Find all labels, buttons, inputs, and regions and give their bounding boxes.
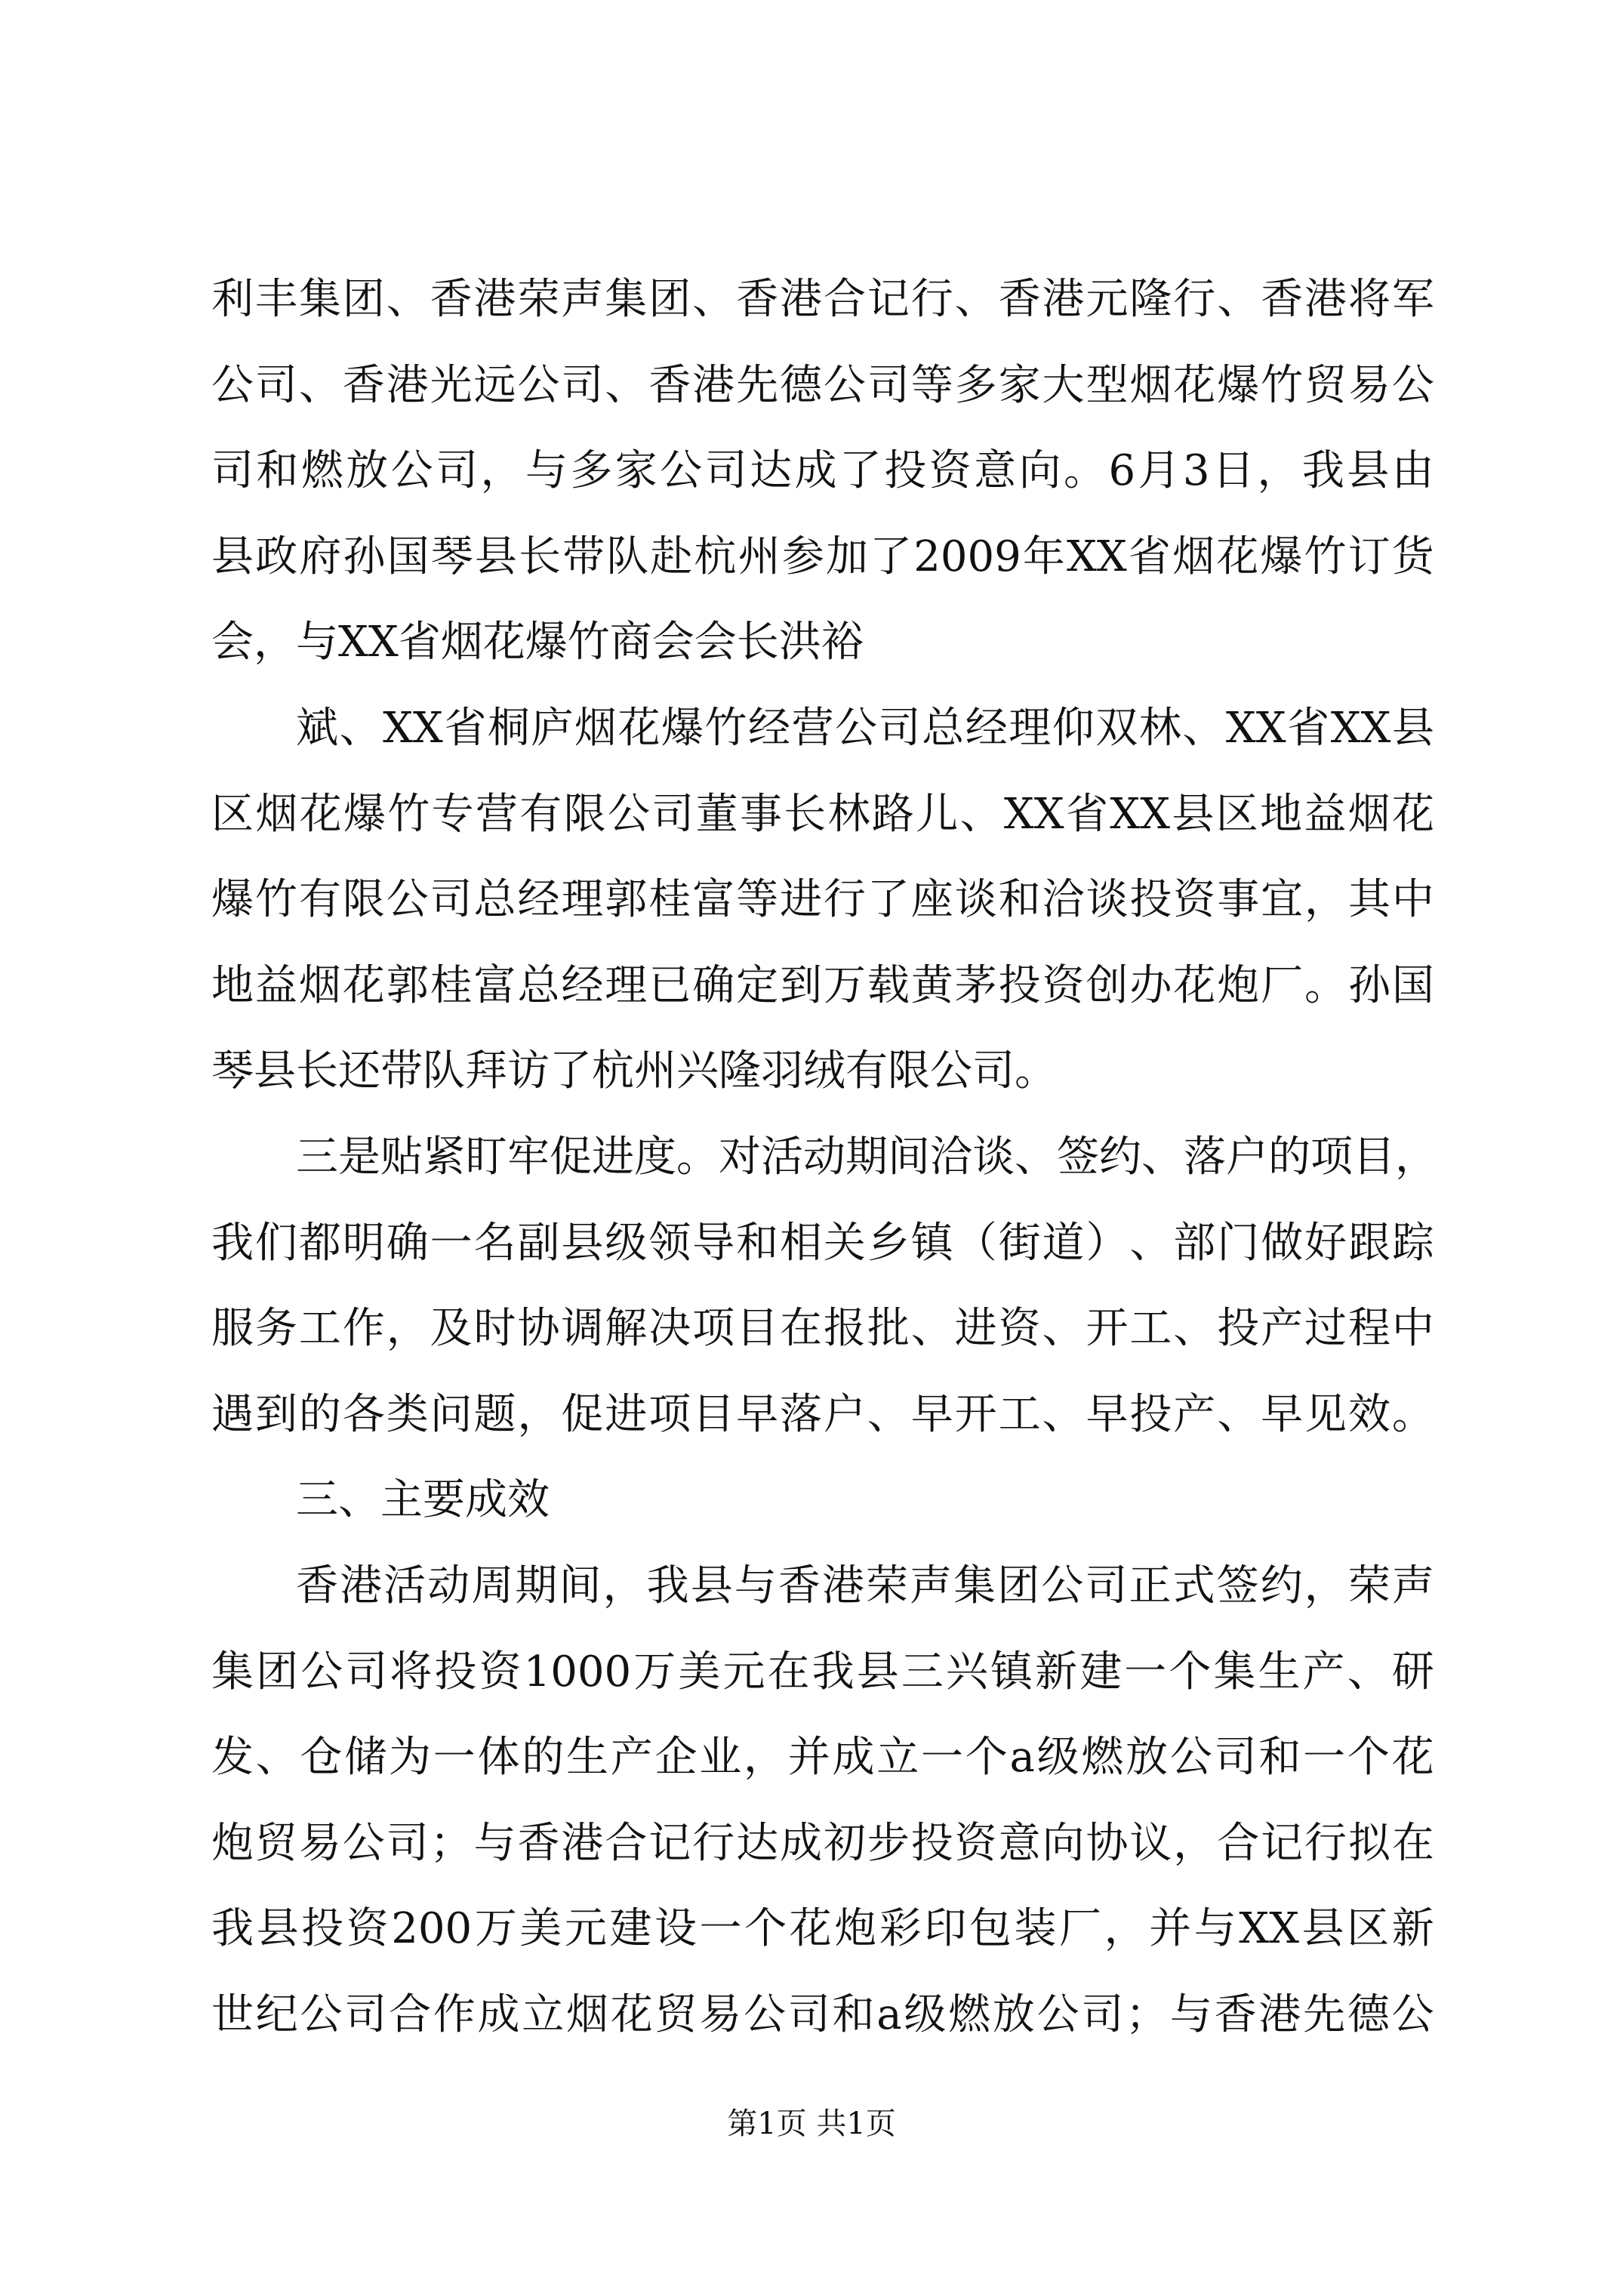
text-line: 三 是 贴 紧 盯 牢 促 进 度 。 对 活 动 期 间 洽 谈 、 签 约 、 落 户 的 项 目 ，	[296, 1132, 1437, 1182]
text-line: 遇 到 的 各 类 问 题 ， 促 进 项 目 早 落 户 、 早 开 工 、 早 投 产 、 早 见 效 。	[211, 1389, 1434, 1439]
document-body	[211, 257, 1437, 2057]
text-line: 司 和 燃 放 公 司 ， 与 多 家 公 司 达 成 了 投 资 意 向 。 6 月 3 日 ， 我 县 由	[211, 446, 1434, 496]
text-line: 服 务 工 作 ， 及 时 协 调 解 决 项 目 在 报 批 、 进 资 、 开 工 、 投 产 过 程 中	[211, 1304, 1434, 1354]
text-line: 斌 、 XX 省 桐 庐 烟 花 爆 竹 经 营 公 司 总 经 理 仰 双 林 、 XX 省 XX 县	[296, 703, 1434, 753]
text-line: 我 们 都 明 确 一 名 副 县 级 领 导 和 相 关 乡 镇 （ 街 道 ） 、 部 门 做 好 跟 踪	[211, 1218, 1434, 1268]
text-line: 我 县 投 资 200 万 美 元 建 设 一 个 花 炮 彩 印 包 装 厂 ， 并 与 XX 县 区 新	[211, 1904, 1434, 1954]
page-footer: 第1页 共1页	[727, 2106, 896, 2141]
text-line: 会，与XX省烟花爆竹商会会长洪裕	[211, 618, 864, 667]
text-line: 发 、 仓 储 为 一 体 的 生 产 企 业 ， 并 成 立 一 个 a 级 燃 放 公 司 和 一 个 花	[211, 1733, 1434, 1783]
text-line: 集 团 公 司 将 投 资 1000 万 美 元 在 我 县 三 兴 镇 新 建 一 个 集 生 产 、 研	[211, 1647, 1434, 1697]
text-line: 世 纪 公 司 合 作 成 立 烟 花 贸 易 公 司 和 a 级 燃 放 公 司 ； 与 香 港 先 德 公	[211, 1989, 1434, 2039]
text-line: 三、主要成效	[296, 1475, 550, 1525]
text-line: 炮 贸 易 公 司 ； 与 香 港 合 记 行 达 成 初 步 投 资 意 向 协 议 ， 合 记 行 拟 在	[211, 1818, 1434, 1868]
text-line: 香 港 活 动 周 期 间 ， 我 县 与 香 港 荣 声 集 团 公 司 正 式 签 约 ， 荣 声	[296, 1561, 1434, 1610]
text-line: 利 丰 集 团 、 香 港 荣 声 集 团 、 香 港 合 记 行 、 香 港 元 隆 行 、 香 港 将 军	[211, 275, 1434, 324]
text-line: 县 政 府 孙 国 琴 县 长 带 队 赴 杭 州 参 加 了 2009 年 XX 省 烟 花 爆 竹 订 货	[211, 532, 1434, 581]
text-line: 公 司 、 香 港 光 远 公 司 、 香 港 先 德 公 司 等 多 家 大 型 烟 花 爆 竹 贸 易 公	[211, 360, 1434, 410]
text-line: 区 烟 花 爆 竹 专 营 有 限 公 司 董 事 长 林 路 儿 、 XX 省 XX 县 区 地 益 烟 花	[211, 789, 1434, 839]
text-line: 地 益 烟 花 郭 桂 富 总 经 理 已 确 定 到 万 载 黄 茅 投 资 创 办 花 炮 厂 。 孙 国	[211, 960, 1434, 1010]
text-line: 琴县长还带队拜访了杭州兴隆羽绒有限公司。	[211, 1046, 1057, 1096]
text-line: 爆 竹 有 限 公 司 总 经 理 郭 桂 富 等 进 行 了 座 谈 和 洽 谈 投 资 事 宜 ， 其 中	[211, 875, 1434, 925]
